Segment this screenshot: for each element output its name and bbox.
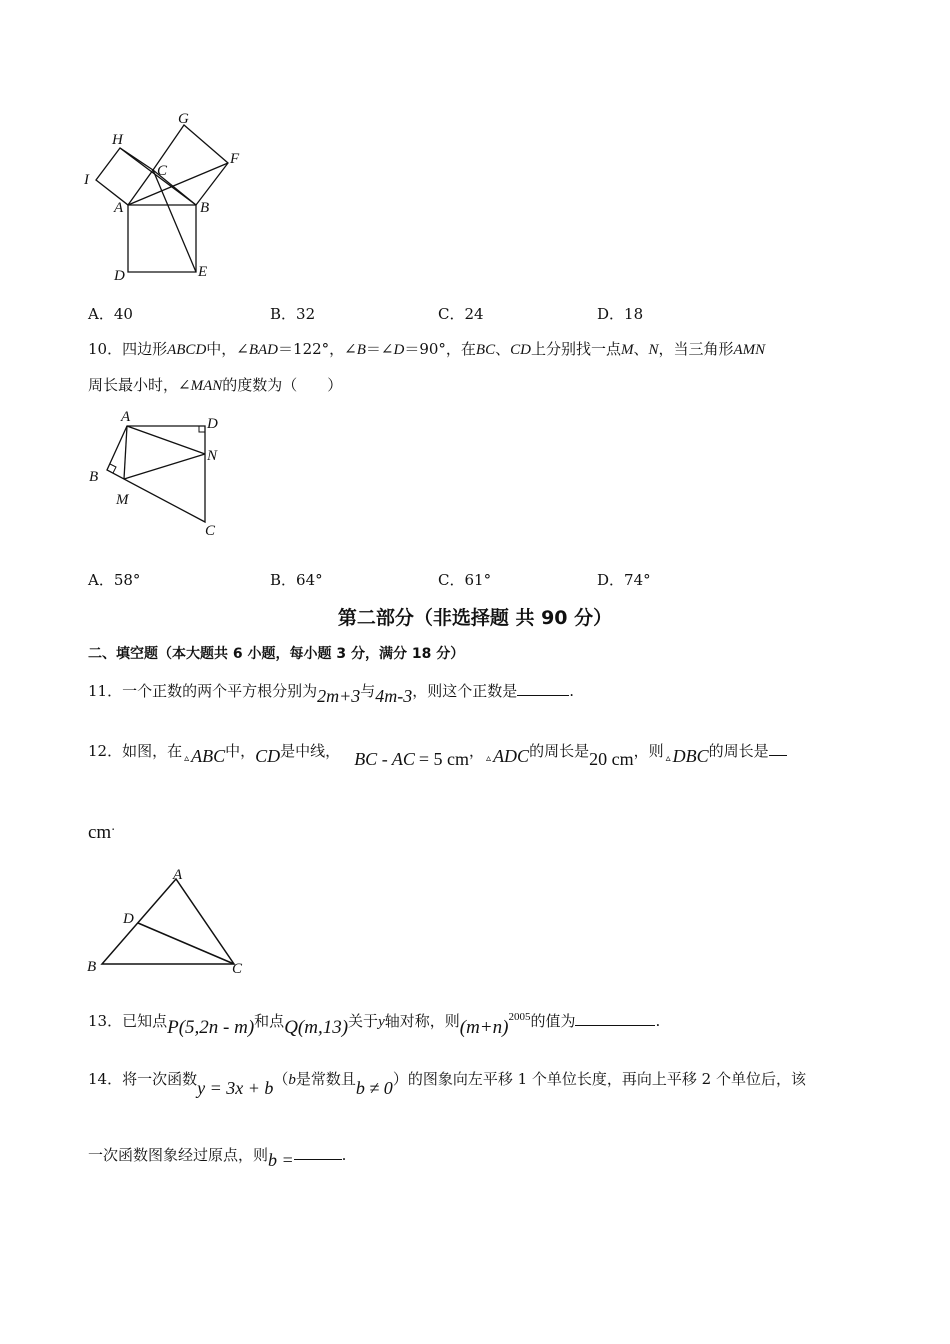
q9-option-c	[438, 303, 484, 324]
q12-answer-blank[interactable]	[769, 741, 787, 756]
text: ，则	[633, 742, 664, 760]
text: 一个正数的两个平方根分别为	[122, 682, 318, 700]
math: MAN	[190, 378, 223, 394]
math: BC	[475, 342, 496, 358]
label-F: F	[230, 151, 240, 167]
option-value: 74°	[624, 571, 651, 589]
text: ＝∠	[365, 340, 394, 358]
math: 20 cm	[589, 749, 634, 769]
square-on-ac	[96, 148, 153, 205]
math: y = 3x + b	[197, 1078, 274, 1098]
line-m-n	[124, 454, 205, 479]
text: 上分别找一点	[530, 340, 621, 358]
math: 4m-3	[375, 686, 413, 706]
option-letter: A．	[88, 305, 114, 323]
label-M: M	[116, 492, 129, 508]
text: 是中线，	[280, 742, 341, 760]
line-a-m	[124, 426, 127, 479]
triangle-icon: ▵	[665, 753, 671, 764]
label-D: D	[114, 268, 125, 283]
option-value: 40	[113, 305, 133, 323]
label-C: C	[205, 523, 216, 539]
math: CD	[510, 342, 531, 358]
math: BC - AC	[354, 749, 415, 769]
text: 、	[495, 340, 511, 358]
text: .	[569, 682, 575, 700]
q10-number: 10．	[88, 340, 123, 358]
q11-number: 11．	[88, 682, 123, 700]
math: DBC	[672, 746, 709, 766]
label-B: B	[89, 469, 99, 485]
option-value: 58°	[113, 571, 141, 589]
text: .	[111, 819, 116, 833]
triangle-icon: ▵	[486, 753, 492, 764]
math: = 5 cm	[418, 749, 470, 769]
label-A: A	[121, 409, 131, 425]
math: P(5,2n - m)	[167, 1017, 255, 1038]
label-H: H	[112, 132, 123, 148]
math: AMN	[733, 342, 766, 358]
math: y	[378, 1014, 385, 1030]
q9-figure	[80, 108, 260, 283]
math: 2005	[508, 1011, 531, 1023]
math: ADC	[493, 746, 530, 766]
option-letter: C．	[438, 571, 465, 589]
q12-line1	[88, 740, 787, 769]
q14-line1	[88, 1068, 806, 1098]
option-value: 64°	[296, 571, 323, 589]
math: D	[393, 342, 405, 358]
line-a-n	[127, 426, 205, 454]
text: 的周长是	[529, 742, 590, 760]
q14-answer-blank[interactable]	[294, 1145, 342, 1160]
text: 中，∠	[206, 340, 249, 358]
math: ABCD	[167, 342, 207, 358]
q10-option-a	[88, 569, 140, 590]
text: 的度数为（ ）	[222, 376, 343, 394]
math: (m+n)	[459, 1017, 509, 1038]
math: B	[356, 342, 366, 358]
square-abed	[128, 205, 196, 272]
text: ＝90°，在	[404, 340, 476, 358]
part2-title: 第二部分（非选择题 共 90 分）	[337, 607, 613, 629]
q10-line2	[88, 374, 342, 395]
math: BAD	[248, 342, 279, 358]
text: 一次函数图象经过原点，则	[88, 1146, 269, 1164]
right-angle-d	[199, 426, 205, 432]
text: ）的图象向左平移 1 个单位长度，再向上平移 2 个单位后，该	[392, 1070, 806, 1088]
text: 周长最小时，∠	[88, 376, 191, 394]
label-I: I	[84, 172, 89, 188]
math: b	[288, 1072, 296, 1088]
q12-number: 12．	[88, 742, 123, 760]
q12-figure	[84, 862, 254, 980]
math: Q(m,13)	[284, 1017, 349, 1038]
math: b =	[268, 1150, 294, 1170]
text: 将一次函数	[122, 1070, 198, 1088]
text: 如图，在	[122, 742, 183, 760]
math: 2m+3	[317, 686, 361, 706]
label-D: D	[207, 416, 218, 432]
option-value: 32	[296, 305, 316, 323]
option-letter: D．	[597, 305, 625, 323]
label-N: N	[207, 448, 218, 464]
triangle-abc	[102, 879, 234, 964]
math: cm	[88, 822, 112, 843]
q11-answer-blank[interactable]	[517, 681, 569, 696]
triangle-icon: ▵	[184, 753, 190, 764]
q14-number: 14．	[88, 1070, 123, 1088]
label-E: E	[198, 264, 208, 280]
q10-option-c	[438, 569, 491, 590]
math: CD	[255, 746, 281, 766]
label-D: D	[123, 911, 134, 927]
q14-line2	[88, 1144, 347, 1170]
text: 和点	[254, 1012, 285, 1030]
math: ABC	[191, 746, 226, 766]
text: 关于	[348, 1012, 379, 1030]
label-B: B	[87, 959, 97, 975]
q10-option-d	[597, 569, 651, 590]
text: ，	[469, 742, 485, 760]
text: .	[655, 1012, 661, 1030]
label-B: B	[200, 200, 210, 216]
text: （	[273, 1070, 289, 1088]
label-A: A	[173, 867, 183, 883]
option-letter: C．	[438, 305, 465, 323]
option-value: 24	[464, 305, 484, 323]
q10-line1	[88, 338, 765, 359]
text: ＝122°，∠	[278, 340, 357, 358]
option-value: 18	[624, 305, 644, 323]
option-letter: B．	[270, 305, 297, 323]
text: ，当三角形	[658, 340, 734, 358]
option-letter: D．	[597, 571, 625, 589]
label-C: C	[157, 163, 168, 179]
q11-line	[88, 680, 575, 706]
q9-option-b	[270, 303, 315, 324]
option-letter: A．	[88, 571, 114, 589]
text: 与	[360, 682, 376, 700]
math: N	[648, 342, 659, 358]
math: b ≠ 0	[355, 1078, 393, 1098]
text: ，则这个正数是	[412, 682, 518, 700]
q10-figure	[84, 406, 234, 546]
text: 的值为	[530, 1012, 576, 1030]
text: 已知点	[122, 1012, 168, 1030]
text: 四边形	[122, 340, 168, 358]
q13-line	[88, 1010, 661, 1038]
q13-answer-blank[interactable]	[575, 1011, 655, 1026]
option-letter: B．	[270, 571, 297, 589]
option-value: 61°	[464, 571, 492, 589]
text: 轴对称，则	[384, 1012, 460, 1030]
q9-option-a	[88, 303, 133, 324]
q10-option-b	[270, 569, 323, 590]
text: .	[341, 1146, 347, 1164]
q9-option-d	[597, 303, 643, 324]
section-heading: 二、填空题（本大题共 6 小题，每小题 3 分，满分 18 分）	[88, 646, 465, 662]
q13-number: 13．	[88, 1012, 123, 1030]
label-A: A	[114, 200, 124, 216]
q12-line2	[88, 819, 116, 844]
label-C: C	[232, 961, 243, 977]
text: 的周长是	[708, 742, 769, 760]
label-G: G	[178, 111, 189, 127]
text: 中，	[225, 742, 256, 760]
text: 、	[633, 340, 649, 358]
text: 是常数且	[295, 1070, 356, 1088]
math: M	[620, 342, 634, 358]
